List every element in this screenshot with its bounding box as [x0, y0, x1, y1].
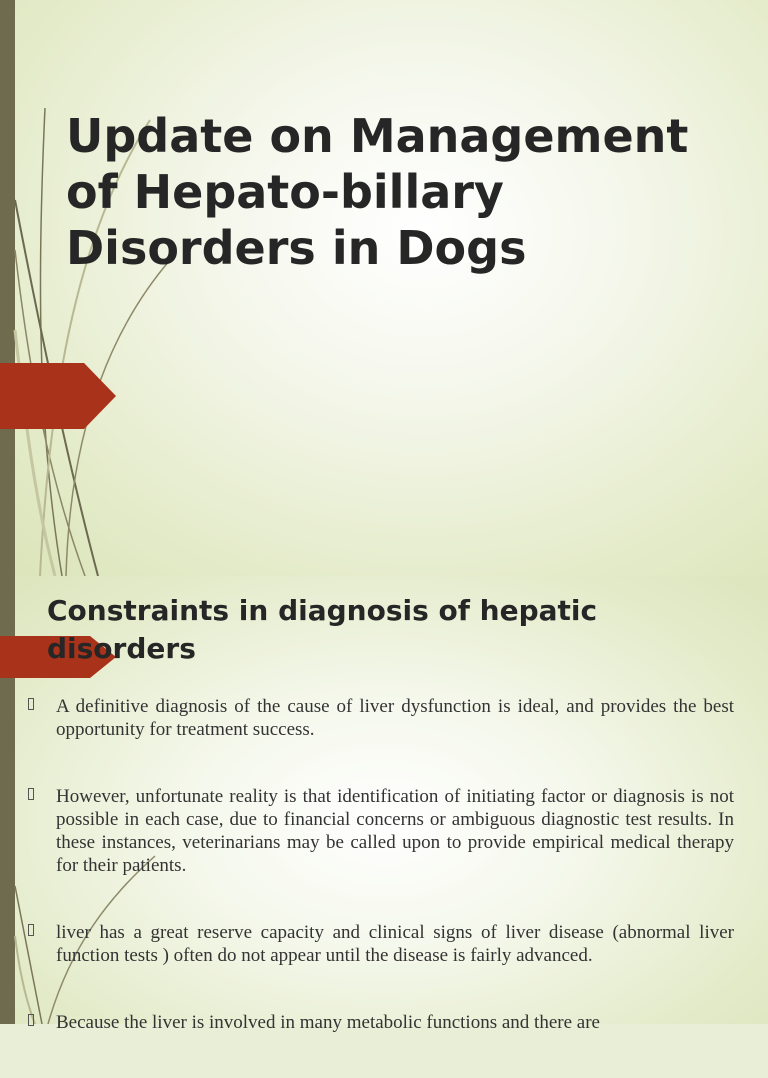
bullet-text: A definitive diagnosis of the cause of liver dysfunction is ideal, and provides the best opportunity for treatment success. — [56, 696, 734, 740]
bullet-icon — [28, 1014, 34, 1026]
list-item — [28, 785, 734, 877]
decorative-curves — [0, 0, 200, 576]
section-heading: Constraints in diagnosis of hepatic disorders — [47, 594, 598, 665]
list-item — [28, 921, 734, 967]
slide-title: Update on Management of Hepato-billary Disorders in Dogs — [66, 109, 689, 275]
bullet-icon — [28, 788, 34, 800]
bullet-list — [28, 695, 734, 1078]
list-item — [28, 1011, 734, 1034]
list-item — [28, 695, 734, 741]
bullet-text: Because the liver is involved in many metabolic functions and there are — [56, 1012, 600, 1033]
bullet-icon — [28, 698, 34, 710]
bullet-icon — [28, 924, 34, 936]
red-arrow-banner — [0, 363, 116, 429]
bullet-text: However, unfortunate reality is that identification of initiating factor or diagnosis is not possible in each case, due to financial concerns or ambiguous diagnostic test results. In these instances, veterinarians may be called upon to provide empirical medical therapy for their patients. — [56, 786, 734, 876]
bullet-text: liver has a great reserve capacity and clinical signs of liver disease (abnormal liver function tests ) often do not appear until the disease is fairly advanced. — [56, 922, 734, 966]
